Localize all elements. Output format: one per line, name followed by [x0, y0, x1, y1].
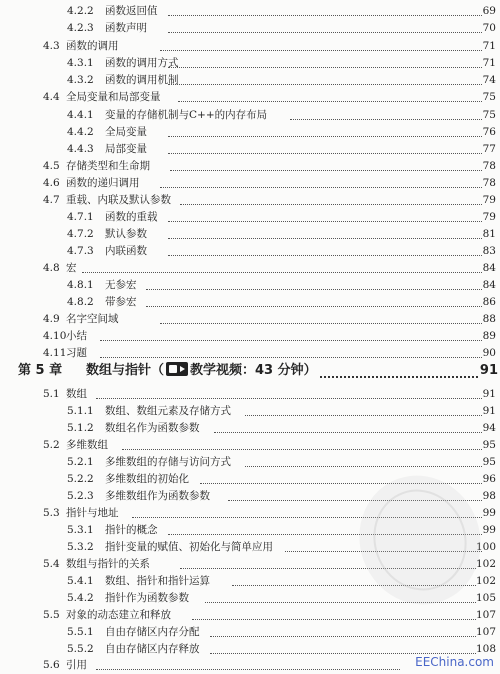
- toc-entry-title: 函数的调用方式: [105, 57, 179, 69]
- dot-leader: [168, 221, 482, 222]
- dot-leader: [214, 432, 482, 433]
- dot-leader: [146, 306, 482, 307]
- toc-entry-page: 102: [476, 575, 497, 587]
- toc-entry-number: 4.3: [43, 40, 60, 52]
- toc-entry-number: 4.8: [43, 262, 60, 274]
- toc-entry-page: 99: [482, 507, 496, 519]
- toc-entry-number: 4.11: [43, 347, 67, 359]
- toc-entry-title: 默认参数: [105, 228, 147, 240]
- toc-entry: [0, 276, 500, 294]
- toc-entry-number: 5.3.2: [67, 541, 94, 553]
- toc-entry: [0, 259, 500, 277]
- toc-entry-page: 89: [482, 330, 496, 342]
- toc-entry-page: 70: [482, 22, 496, 34]
- toc-entry-number: 4.10: [43, 330, 67, 342]
- toc-entry-page: 100: [476, 541, 497, 553]
- toc-entry-page: 90: [482, 347, 496, 359]
- toc-entry-title: 多维数组: [66, 439, 108, 451]
- toc-entry-number: 5.4.2: [67, 592, 94, 604]
- toc-entry-number: 4.2.3: [67, 22, 94, 34]
- toc-entry-title: 重载、内联及默认参数: [66, 194, 171, 206]
- toc-entry-number: 5.3.1: [67, 524, 94, 536]
- toc-entry-title: 数组、指针和指针运算: [105, 575, 210, 587]
- chapter-title-suffix: 教学视频：43 分钟）: [190, 363, 317, 378]
- toc-entry: [0, 208, 500, 226]
- toc-entry-number: 4.7.1: [67, 211, 94, 223]
- toc-entry-page: 88: [482, 313, 496, 325]
- toc-entry: [0, 106, 500, 124]
- toc-entry-title: 习题: [66, 347, 87, 359]
- toc-entry-page: 108: [476, 643, 497, 655]
- dot-leader: [168, 84, 482, 85]
- toc-entry-number: 4.4.1: [67, 109, 94, 121]
- toc-entry-number: 4.3.1: [67, 57, 94, 69]
- toc-entry-page: 81: [482, 228, 496, 240]
- toc-entry-title: 函数的调用: [66, 40, 119, 52]
- dot-leader: [290, 119, 482, 120]
- toc-entry-number: 4.9: [43, 313, 60, 325]
- toc-entry-number: 5.5: [43, 609, 60, 621]
- toc-entry: [0, 453, 500, 471]
- toc-entry-title: 函数的重载: [105, 211, 158, 223]
- toc-entry-number: 5.4: [43, 558, 60, 570]
- toc-entry-title: 数组: [66, 388, 87, 400]
- toc-entry-page: 94: [482, 422, 496, 434]
- toc-entry-number: 4.7: [43, 194, 60, 206]
- dot-leader: [160, 187, 482, 188]
- toc-entry-number: 4.5: [43, 160, 60, 172]
- toc-entry: [0, 71, 500, 89]
- toc-entry-title: 函数的递归调用: [66, 177, 140, 189]
- toc-entry-page: 84: [482, 262, 496, 274]
- toc-entry-page: 91: [482, 388, 496, 400]
- toc-entry-page: 75: [482, 91, 496, 103]
- chapter-title-prefix: 数组与指针（: [86, 363, 165, 378]
- toc-entry-title: 数组名作为函数参数: [105, 422, 200, 434]
- dot-leader: [100, 340, 482, 341]
- dot-leader: [178, 101, 482, 102]
- toc-entry-number: 5.1.1: [67, 405, 94, 417]
- dot-leader: [168, 238, 482, 239]
- dot-leader: [245, 415, 482, 416]
- toc-entry-title: 小结: [66, 330, 87, 342]
- dot-leader: [100, 357, 482, 358]
- dot-leader: [96, 398, 482, 399]
- toc-entry-number: 5.5.1: [67, 626, 94, 638]
- toc-entry-number: 5.2.2: [67, 473, 94, 485]
- toc-entry-number: 5.3: [43, 507, 60, 519]
- toc-entry-title: 全局变量和局部变量: [66, 91, 161, 103]
- toc-entry-number: 4.7.2: [67, 228, 94, 240]
- toc-entry-number: 5.1: [43, 388, 60, 400]
- toc-entry-page: 71: [482, 40, 496, 52]
- toc-entry-page: 95: [482, 456, 496, 468]
- dot-leader: [122, 449, 482, 450]
- toc-entry: [0, 37, 500, 55]
- dot-leader: [180, 204, 482, 205]
- toc-entry: [0, 419, 500, 437]
- toc-entry-number: 5.2.3: [67, 490, 94, 502]
- toc-entry-title: 函数声明: [105, 22, 147, 34]
- toc-entry-page: 75: [482, 109, 496, 121]
- toc-entry: [0, 623, 500, 641]
- toc-entry-title: 自由存储区内存释放: [105, 643, 200, 655]
- toc-entry-title: 数组、数组元素及存储方式: [105, 405, 231, 417]
- chapter-title: [86, 360, 317, 382]
- toc-entry-number: 4.4.2: [67, 126, 94, 138]
- toc-entry-page: 105: [476, 592, 497, 604]
- toc-entry-title: 函数返回值: [105, 5, 158, 17]
- toc-entry-title: 多维数组的存储与访问方式: [105, 456, 231, 468]
- toc-entry-title: 名字空间域: [66, 313, 119, 325]
- toc-entry: [0, 606, 500, 624]
- toc-entry-title: 多维数组的初始化: [105, 473, 189, 485]
- toc-entry-title: 存储类型和生命期: [66, 160, 150, 172]
- toc-entry: [0, 88, 500, 106]
- toc-entry-title: 无参宏: [105, 279, 137, 291]
- toc-entry-page: 99: [482, 524, 496, 536]
- toc-entry-title: 指针与地址: [66, 507, 119, 519]
- toc-entry-page: 102: [476, 558, 497, 570]
- toc-entry-title: 指针作为函数参数: [105, 592, 189, 604]
- dot-leader: [210, 636, 476, 637]
- toc-entry-page: 86: [482, 296, 496, 308]
- dot-leader: [168, 153, 482, 154]
- toc-entry-title: 局部变量: [105, 143, 147, 155]
- toc-entry: [0, 327, 500, 345]
- toc-entry-page: 83: [482, 245, 496, 257]
- dot-leader: [192, 619, 476, 620]
- watermark-text: EEChina.com: [415, 655, 494, 669]
- toc-entry: [0, 174, 500, 192]
- dot-leader: [160, 323, 482, 324]
- toc-entry: [0, 2, 500, 20]
- toc-entry-number: 5.6: [43, 659, 60, 671]
- toc-entry-number: 5.5.2: [67, 643, 94, 655]
- toc-entry: [0, 54, 500, 72]
- toc-entry-title: 带参宏: [105, 296, 137, 308]
- dot-leader: [170, 170, 482, 171]
- toc-entry-number: 4.8.2: [67, 296, 94, 308]
- chapter-heading: [0, 360, 500, 382]
- toc-entry-number: 5.2.1: [67, 456, 94, 468]
- dot-leader: [160, 50, 482, 51]
- toc-entry-title: 全局变量: [105, 126, 147, 138]
- toc-entry-page: 95: [482, 439, 496, 451]
- toc-entry: [0, 140, 500, 158]
- toc-entry-page: 91: [482, 405, 496, 417]
- toc-entry-page: 84: [482, 279, 496, 291]
- toc-entry-number: 4.3.2: [67, 74, 94, 86]
- dot-leader: [168, 32, 482, 33]
- dot-leader: [210, 653, 476, 654]
- toc-entry-title: 多维数组作为函数参数: [105, 490, 210, 502]
- toc-entry-page: 74: [482, 74, 496, 86]
- dot-leader: [146, 289, 482, 290]
- toc-entry-page: 78: [482, 160, 496, 172]
- dot-leader: [168, 15, 482, 16]
- dot-leader: [320, 376, 478, 378]
- toc-entry: [0, 123, 500, 141]
- toc-entry-number: 5.2: [43, 439, 60, 451]
- toc-entry: [0, 436, 500, 454]
- toc-entry: [0, 242, 500, 260]
- toc-entry-title: 数组与指针的关系: [66, 558, 150, 570]
- toc-entry-title: 内联函数: [105, 245, 147, 257]
- toc-entry-title: 指针变量的赋值、初始化与简单应用: [105, 541, 273, 553]
- chapter-page: 91: [479, 363, 498, 378]
- toc-entry-page: 107: [476, 626, 497, 638]
- toc-entry-title: 对象的动态建立和释放: [66, 609, 171, 621]
- toc-entry-title: 自由存储区内存分配: [105, 626, 200, 638]
- dot-leader: [168, 255, 482, 256]
- toc-entry-page: 96: [482, 473, 496, 485]
- toc-entry-title: 指针的概念: [105, 524, 158, 536]
- chapter-number: 第 5 章: [18, 363, 63, 378]
- toc-entry: [0, 310, 500, 328]
- toc-entry-number: 4.4: [43, 91, 60, 103]
- toc-entry-number: 4.2.2: [67, 5, 94, 17]
- toc-entry: [0, 402, 500, 420]
- toc-entry-title: 变量的存储机制与C++的内存布局: [105, 109, 268, 121]
- toc-entry-number: 4.4.3: [67, 143, 94, 155]
- toc-entry: [0, 191, 500, 209]
- dot-leader: [96, 669, 400, 670]
- toc-entry-title: 引用: [66, 659, 87, 671]
- toc-entry: [0, 293, 500, 311]
- video-icon: [166, 362, 188, 376]
- toc-entry: [0, 385, 500, 403]
- toc-entry-page: 77: [482, 143, 496, 155]
- toc-entry-page: 98: [482, 490, 496, 502]
- toc-entry: [0, 225, 500, 243]
- toc-entry: [0, 19, 500, 37]
- toc-entry-page: 79: [482, 194, 496, 206]
- toc-entry-page: 76: [482, 126, 496, 138]
- dot-leader: [82, 272, 482, 273]
- toc-entry-number: 4.6: [43, 177, 60, 189]
- toc-entry-page: 107: [476, 609, 497, 621]
- dot-leader: [168, 67, 482, 68]
- toc-entry-page: 69: [482, 5, 496, 17]
- toc-entry-number: 4.7.3: [67, 245, 94, 257]
- dot-leader: [245, 466, 482, 467]
- dot-leader: [168, 136, 482, 137]
- toc-entry-page: 78: [482, 177, 496, 189]
- toc-entry-number: 5.4.1: [67, 575, 94, 587]
- toc-entry-title: 宏: [66, 262, 77, 274]
- toc-entry-page: 79: [482, 211, 496, 223]
- toc-entry-number: 4.8.1: [67, 279, 94, 291]
- toc-entry: [0, 157, 500, 175]
- toc-entry-number: 5.1.2: [67, 422, 94, 434]
- toc-entry-title: 函数的调用机制: [105, 74, 179, 86]
- toc-entry-page: 71: [482, 57, 496, 69]
